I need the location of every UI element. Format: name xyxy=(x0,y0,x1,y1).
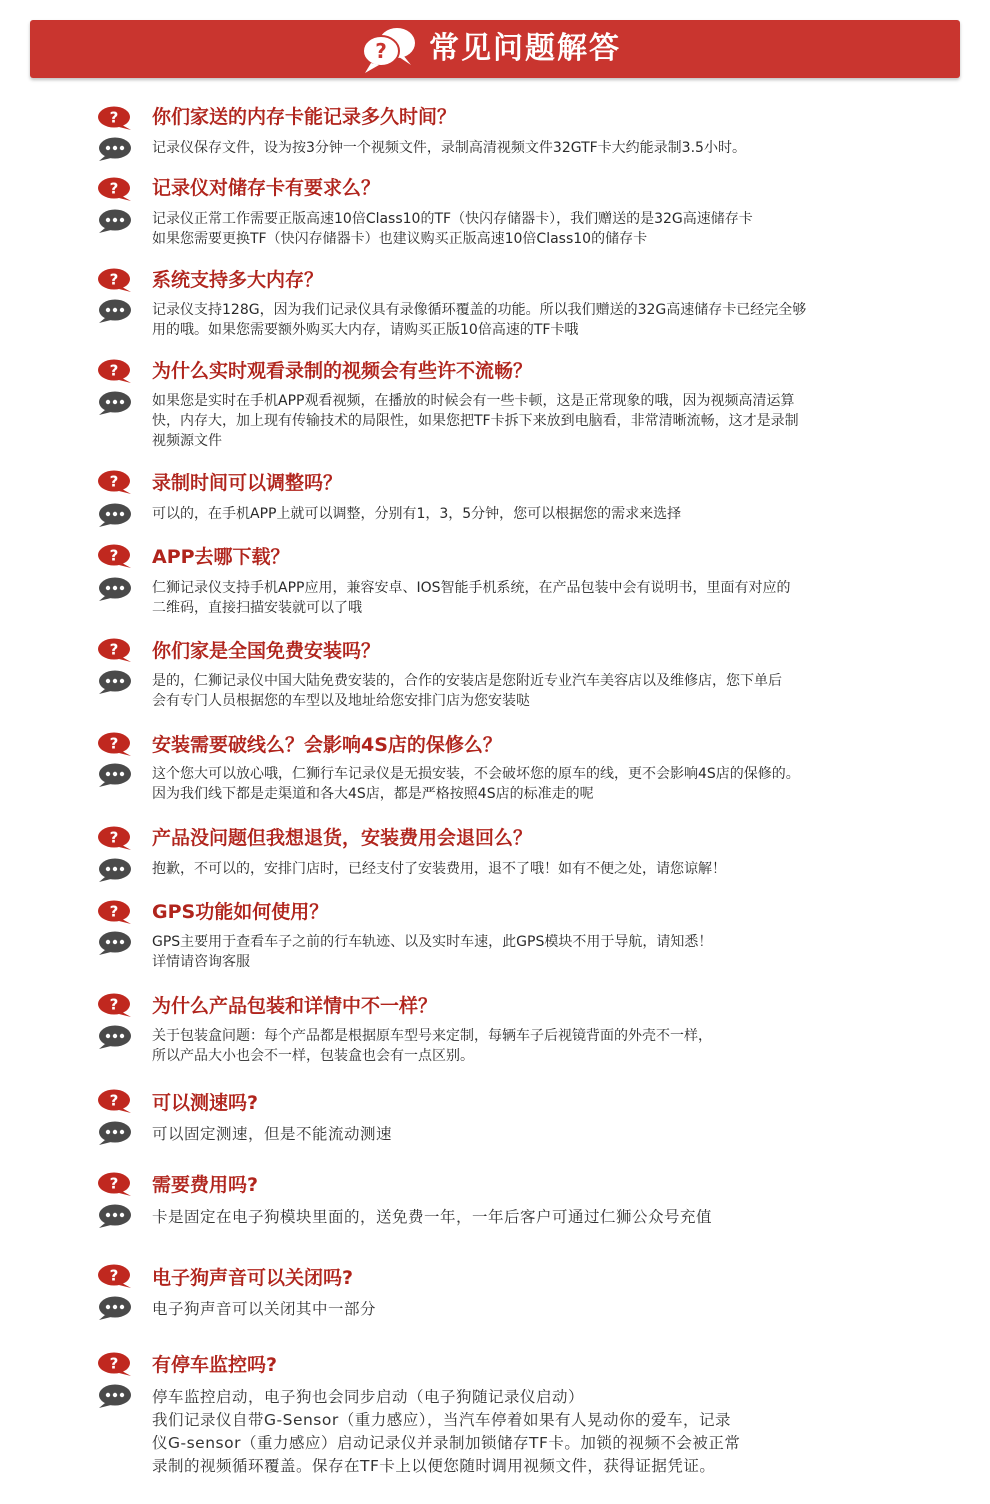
page-title: 常见问题解答 xyxy=(429,31,621,66)
svg-text:?: ? xyxy=(375,39,387,63)
faq-question: 录制时间可以调整吗？ xyxy=(152,472,343,494)
ellipsis-bubble-icon xyxy=(97,857,133,883)
question-bubble-icon xyxy=(97,1263,133,1289)
ellipsis-bubble-icon xyxy=(97,576,133,602)
question-bubble-icon xyxy=(97,1088,133,1114)
ellipsis-bubble-icon xyxy=(97,208,133,234)
question-bubble-icon xyxy=(97,637,133,663)
faq-answer: 停车监控启动，电子狗也会同步启动（电子狗随记录仪启动） 我们记录仪自带G-Sensor（重力感应），当汽车停着如果有人晃动你的爱车，记录 仪G-sensor（重力感应）启动记录仪并录制加锁储存TF卡。加锁的视频不会被正常 录制的视频循环覆盖。保存在TF卡上以便您随时调用视频文件，获得证据凭证。 xyxy=(152,1388,741,1475)
faq-answer: 如果您是实时在手机APP观看视频，在播放的时候会有一些卡顿，这是正常现象的哦，因为视频高清运算 快，内存大，加上现有传输技术的局限性，如果您把TF卡拆下来放到电脑看，非常清晰流畅，这才是录制 视频源文件 xyxy=(152,393,799,449)
faq-question: 你们家送的内存卡能记录多久时间？ xyxy=(152,106,457,128)
faq-answer: 抱歉，不可以的，安排门店时，已经支付了安装费用，退不了哦！如有不便之处，请您谅解！ xyxy=(152,861,726,877)
faq-answer: 电子狗声音可以关闭其中一部分 xyxy=(152,1300,377,1318)
faq-answer: 可以的，在手机APP上就可以调整，分别有1，3，5分钟，您可以根据您的需求来选择 xyxy=(152,506,682,522)
question-bubble-icon xyxy=(97,469,133,495)
faq-answer: 仁狮记录仪支持手机APP应用，兼容安卓、IOS智能手机系统，在产品包装中会有说明书，里面有对应的 二维码，直接扫描安装就可以了哦 xyxy=(152,580,791,616)
ellipsis-bubble-icon xyxy=(97,390,133,416)
question-bubble-icon xyxy=(97,1171,133,1197)
question-bubble-icon xyxy=(97,992,133,1018)
faq-question: 记录仪对储存卡有要求么？ xyxy=(152,177,381,199)
ellipsis-bubble-icon xyxy=(97,1120,133,1146)
ellipsis-bubble-icon xyxy=(97,1383,133,1409)
ellipsis-bubble-icon xyxy=(97,1203,133,1229)
faq-answer: 是的，仁狮记录仪中国大陆免费安装的，合作的安装店是您附近专业汽车美容店以及维修店，您下单后 会有专门人员根据您的车型以及地址给您安排门店为您安装哒 xyxy=(152,673,782,709)
chat-bubbles-question-icon xyxy=(359,23,417,75)
faq-answer: 记录仪支持128G，因为我们记录仪具有录像循环覆盖的功能。所以我们赠送的32G高速储存卡已经完全够 用的哦。如果您需要额外购买大内存，请购买正版10倍高速的TF卡哦 xyxy=(152,302,807,338)
faq-answer: GPS主要用于查看车子之前的行车轨迹、以及实时车速，此GPS模块不用于导航，请知悉！ 详情请咨询客服 xyxy=(152,934,713,970)
faq-question: 电子狗声音可以关闭吗? xyxy=(152,1267,354,1289)
question-bubble-icon xyxy=(97,176,133,202)
faq-question: 可以测速吗? xyxy=(152,1092,259,1114)
ellipsis-bubble-icon xyxy=(97,930,133,956)
ellipsis-bubble-icon xyxy=(97,298,133,324)
ellipsis-bubble-icon xyxy=(97,669,133,695)
faq-question: 系统支持多大内存？ xyxy=(152,269,324,291)
faq-question: 安装需要破线么？会影响4S店的保修么？ xyxy=(152,734,502,756)
question-bubble-icon xyxy=(97,731,133,757)
question-bubble-icon xyxy=(97,358,133,384)
faq-question: APP去哪下载？ xyxy=(152,546,290,568)
question-bubble-icon xyxy=(97,105,133,131)
ellipsis-bubble-icon xyxy=(97,502,133,528)
faq-answer: 可以固定测速，但是不能流动测速 xyxy=(152,1125,393,1143)
faq-question: 为什么产品包装和详情中不一样？ xyxy=(152,995,438,1017)
faq-question: 你们家是全国免费安装吗？ xyxy=(152,640,381,662)
faq-question: 为什么实时观看录制的视频会有些许不流畅？ xyxy=(152,360,533,382)
faq-question: 产品没问题但我想退货，安装费用会退回么？ xyxy=(152,827,533,849)
question-bubble-icon xyxy=(97,267,133,293)
ellipsis-bubble-icon xyxy=(97,1295,133,1321)
faq-answer: 卡是固定在电子狗模块里面的，送免费一年，一年后客户可通过仁狮公众号充值 xyxy=(152,1208,713,1226)
faq-question: 需要费用吗? xyxy=(152,1174,259,1196)
faq-answer: 记录仪正常工作需要正版高速10倍Class10的TF（快闪存储器卡），我们赠送的是32G高速储存卡 如果您需要更换TF（快闪存储器卡）也建议购买正版高速10倍Class10的储存卡 xyxy=(152,211,753,247)
question-bubble-icon xyxy=(97,1351,133,1377)
faq-question: 有停车监控吗? xyxy=(152,1354,278,1376)
ellipsis-bubble-icon xyxy=(97,762,133,788)
faq-header-content xyxy=(359,23,621,75)
question-bubble-icon xyxy=(97,899,133,925)
faq-answer: 记录仪保存文件，设为按3分钟一个视频文件，录制高清视频文件32GTF卡大约能录制3.5小时。 xyxy=(152,140,746,156)
faq-answer: 这个您大可以放心哦，仁狮行车记录仪是无损安装，不会破坏您的原车的线，更不会影响4S店的保修的。 因为我们线下都是走渠道和各大4S店，都是严格按照4S店的标准走的呢 xyxy=(152,766,800,802)
question-bubble-icon xyxy=(97,825,133,851)
faq-answer: 关于包装盒问题：每个产品都是根据原车型号来定制，每辆车子后视镜背面的外壳不一样， 所以产品大小也会不一样，包装盒也会有一点区别。 xyxy=(152,1028,712,1064)
ellipsis-bubble-icon xyxy=(97,136,133,162)
ellipsis-bubble-icon xyxy=(97,1024,133,1050)
faq-header-banner xyxy=(30,20,960,78)
question-bubble-icon xyxy=(97,543,133,569)
faq-question: GPS功能如何使用？ xyxy=(152,901,329,923)
